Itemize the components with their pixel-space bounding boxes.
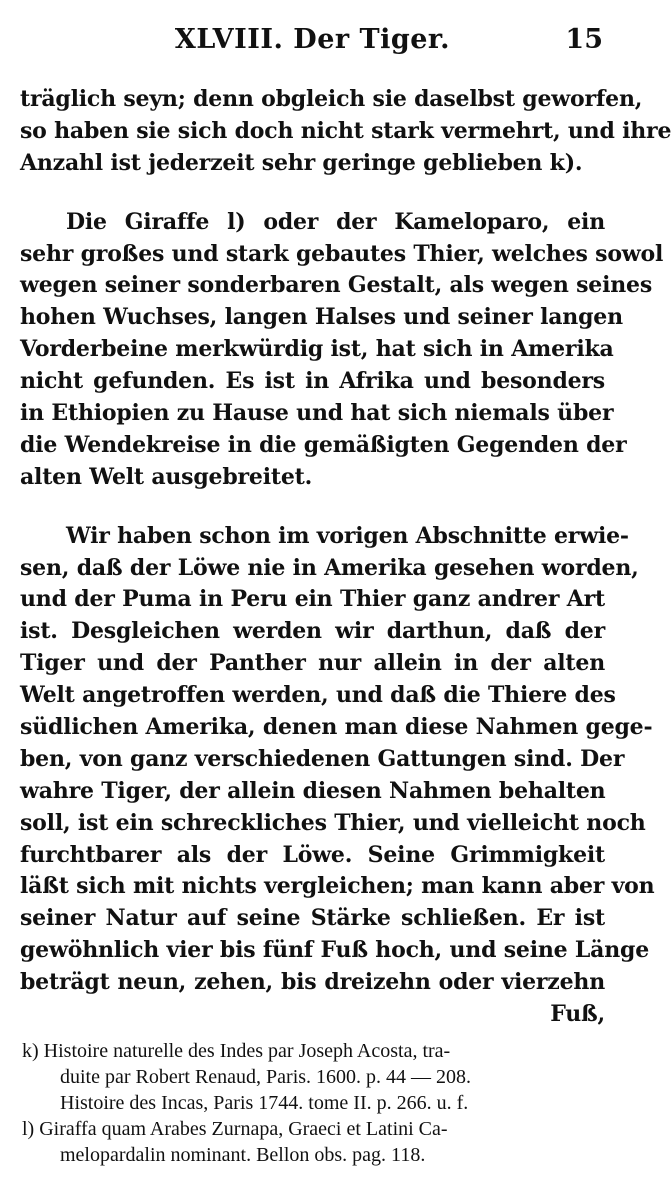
running-header	[22, 24, 603, 64]
text-line: so haben sie sich doch nicht stark vermehrt, und ihre	[20, 117, 671, 144]
text-line: alten Welt ausgebreitet.	[20, 463, 313, 490]
text-line: und der Puma in Peru ein Thier ganz andrer Art	[20, 586, 605, 613]
paragraph-3	[20, 521, 655, 1031]
footnotes	[22, 1038, 607, 1168]
main-text	[20, 84, 671, 1031]
footnote-line: l) Giraffa quam Arabes Zurnapa, Graeci et Latini Ca-	[22, 1118, 448, 1140]
text-line: wegen seiner sonderbaren Gestalt, als wegen seines	[20, 272, 653, 299]
text-line: soll, ist ein schreckliches Thier, und vielleicht noch	[20, 809, 646, 836]
text-line: Welt angetroffen werden, und daß die Thiere des	[20, 682, 616, 709]
footnote-l	[22, 1116, 607, 1168]
text-line: Wir haben schon im vorigen Abschnitte erwie-	[66, 522, 629, 549]
text-line: seiner Natur auf seine Stärke schließen. Er ist	[20, 905, 605, 932]
footnote-line: k) Histoire naturelle des Indes par Joseph Acosta, tra-	[22, 1040, 451, 1062]
text-line: nicht gefunden. Es ist in Afrika und besonders	[20, 368, 605, 395]
text-line: Anzahl ist jederzeit sehr geringe geblieben k).	[20, 149, 583, 176]
page-number: 15	[565, 24, 603, 55]
text-line: beträgt neun, zehen, bis dreizehn oder vierzehn	[20, 969, 605, 996]
paragraph-gap	[20, 180, 605, 207]
text-line: in Ethiopien zu Hause und hat sich niemals über	[20, 400, 614, 427]
text-line: Die Giraffe l) oder der Kameloparo, ein	[66, 208, 605, 235]
footnote-line: duite par Robert Renaud, Paris. 1600. p. 44 — 208.	[60, 1066, 472, 1088]
footnote-line: melopardalin nominant. Bellon obs. pag. 118.	[60, 1144, 426, 1166]
text-line: südlichen Amerika, denen man diese Nahmen gege-	[20, 714, 653, 741]
paragraph-gap	[20, 494, 605, 521]
chapter-title: XLVIII. Der Tiger.	[174, 24, 451, 55]
text-line: die Wendekreise in die gemäßigten Gegenden der	[20, 431, 627, 458]
text-line: furchtbarer als der Löwe. Seine Grimmigkeit	[20, 841, 605, 868]
footnote-line: Histoire des Incas, Paris 1744. tome II. p. 266. u. f.	[60, 1092, 469, 1114]
text-line: wahre Tiger, der allein diesen Nahmen behalten	[20, 777, 606, 804]
text-line: hohen Wuchses, langen Halses und seiner langen	[20, 304, 623, 331]
catchword: Fuß,	[550, 1001, 605, 1028]
text-line: Tiger und der Panther nur allein in der alten	[20, 650, 605, 677]
footnote-k	[22, 1038, 607, 1116]
text-line: sen, daß der Löwe nie in Amerika gesehen worden,	[20, 554, 639, 581]
text-line: ist. Desgleichen werden wir darthun, daß der	[20, 618, 605, 645]
text-line: sehr großes und stark gebautes Thier, welches sowol	[20, 240, 664, 267]
text-line: ben, von ganz verschiedenen Gattungen sind. Der	[20, 745, 625, 772]
text-line: gewöhnlich vier bis fünf Fuß hoch, und seine Länge	[20, 937, 649, 964]
text-line: träglich seyn; denn obgleich sie daselbst geworfen,	[20, 86, 643, 112]
text-line: läßt sich mit nichts vergleichen; man kann aber von	[20, 873, 655, 900]
text-line: Vorderbeine merkwürdig ist, hat sich in Amerika	[20, 336, 614, 363]
paragraph-2	[20, 207, 664, 494]
paragraph-1	[20, 84, 671, 180]
